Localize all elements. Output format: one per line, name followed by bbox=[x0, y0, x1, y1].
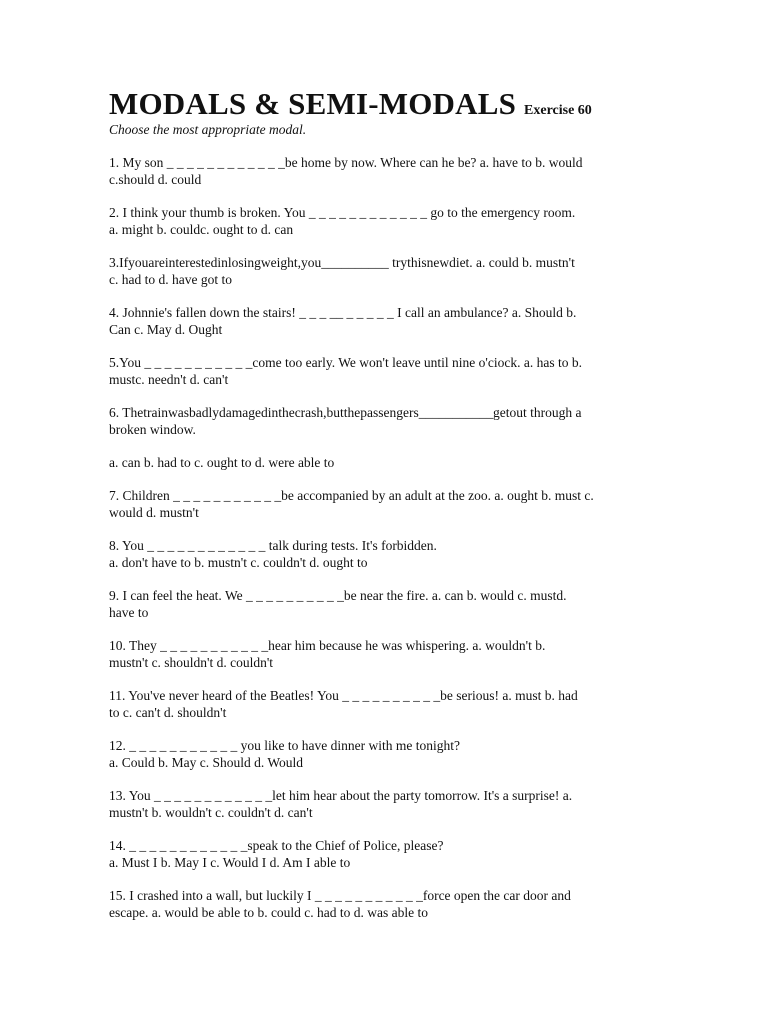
question-line: would d. mustn't bbox=[109, 505, 199, 520]
question-line: 3.Ifyouareinterestedinlosingweight,you__________ trythisnewdiet. a. could b. mustn't bbox=[109, 255, 575, 270]
question-line: c. had to d. have got to bbox=[109, 272, 232, 287]
question-item bbox=[109, 737, 669, 771]
question-line: mustn't c. shouldn't d. couldn't bbox=[109, 655, 274, 670]
question-line: escape. a. would be able to b. could c. had to d. was able to bbox=[109, 905, 429, 920]
question-line: 7. Children _ _ _ _ _ _ _ _ _ _ _be accompanied by an adult at the zoo. a. ought b. must c. bbox=[109, 488, 594, 503]
question-item bbox=[109, 354, 669, 388]
question-item bbox=[109, 587, 669, 621]
instruction-text: Choose the most appropriate modal. bbox=[109, 122, 307, 137]
worksheet-header bbox=[109, 86, 592, 122]
question-line: 11. You've never heard of the Beatles! You _ _ _ _ _ _ _ _ _ _be serious! a. must b. had bbox=[109, 688, 578, 703]
exercise-number: Exercise 60 bbox=[524, 103, 592, 118]
question-item bbox=[109, 637, 669, 671]
question-item bbox=[109, 304, 669, 338]
question-line: 9. I can feel the heat. We _ _ _ _ _ _ _ _ _ _be near the fire. a. can b. would c. mustd. bbox=[109, 588, 567, 603]
question-line: broken window. bbox=[109, 422, 196, 437]
question-item bbox=[109, 787, 669, 821]
question-line: a. can b. had to c. ought to d. were able to bbox=[109, 455, 335, 470]
question-line: c.should d. could bbox=[109, 172, 202, 187]
question-item bbox=[109, 454, 669, 471]
question-item bbox=[109, 154, 669, 188]
question-line: to c. can't d. shouldn't bbox=[109, 705, 227, 720]
question-line: 4. Johnnie's fallen down the stairs! _ _ _ __ _ _ _ _ _ I call an ambulance? a. Should b. bbox=[109, 305, 577, 320]
question-item bbox=[109, 404, 669, 438]
question-item bbox=[109, 487, 669, 521]
question-line: Can c. May d. Ought bbox=[109, 322, 223, 337]
question-item bbox=[109, 837, 669, 871]
question-line: a. Must I b. May I c. Would I d. Am I able to bbox=[109, 855, 351, 870]
question-line: a. don't have to b. mustn't c. couldn't d. ought to bbox=[109, 555, 368, 570]
question-line: 13. You _ _ _ _ _ _ _ _ _ _ _ _let him hear about the party tomorrow. It's a surprise! a. bbox=[109, 788, 573, 803]
question-item bbox=[109, 204, 669, 238]
question-item bbox=[109, 887, 669, 921]
page-title: MODALS & SEMI-MODALS bbox=[109, 86, 517, 121]
question-line: a. Could b. May c. Should d. Would bbox=[109, 755, 304, 770]
question-line: have to bbox=[109, 605, 149, 620]
question-line: 6. Thetrainwasbadlydamagedinthecrash,butthepassengers___________getout through a bbox=[109, 405, 582, 420]
question-line: 5.You _ _ _ _ _ _ _ _ _ _ _come too early. We won't leave until nine o'ciock. a. has to b. bbox=[109, 355, 582, 370]
question-line: 14. _ _ _ _ _ _ _ _ _ _ _ _speak to the Chief of Police, please? bbox=[109, 838, 444, 853]
question-line: 2. I think your thumb is broken. You _ _ _ _ _ _ _ _ _ _ _ _ go to the emergency room. bbox=[109, 205, 576, 220]
question-line: 8. You _ _ _ _ _ _ _ _ _ _ _ _ talk during tests. It's forbidden. bbox=[109, 538, 437, 553]
question-line: 12. _ _ _ _ _ _ _ _ _ _ _ you like to have dinner with me tonight? bbox=[109, 738, 460, 753]
question-item bbox=[109, 687, 669, 721]
question-item bbox=[109, 254, 669, 288]
question-line: mustc. needn't d. can't bbox=[109, 372, 229, 387]
question-line: 15. I crashed into a wall, but luckily I _ _ _ _ _ _ _ _ _ _ _force open the car door and bbox=[109, 888, 571, 903]
question-line: 10. They _ _ _ _ _ _ _ _ _ _ _hear him because he was whispering. a. wouldn't b. bbox=[109, 638, 546, 653]
question-line: a. might b. couldc. ought to d. can bbox=[109, 222, 294, 237]
question-item bbox=[109, 537, 669, 571]
question-line: 1. My son _ _ _ _ _ _ _ _ _ _ _ _be home by now. Where can he be? a. have to b. would bbox=[109, 155, 583, 170]
question-line: mustn't b. wouldn't c. couldn't d. can't bbox=[109, 805, 313, 820]
